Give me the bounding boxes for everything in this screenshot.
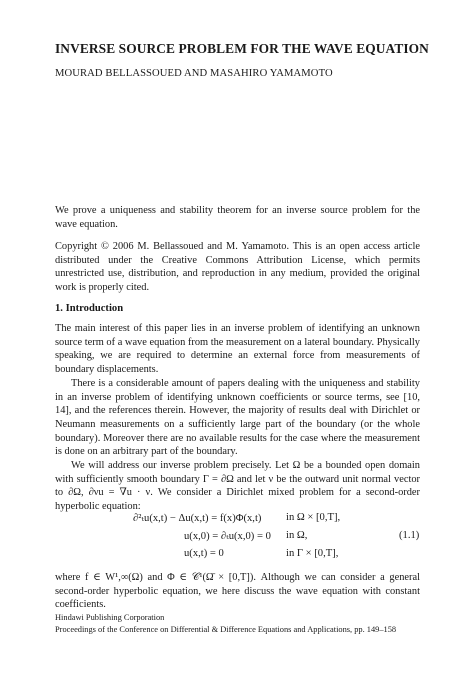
section-heading: 1. Introduction xyxy=(55,303,124,314)
equation-line-2-lhs: u(x,0) = ∂ₜu(x,0) = 0 xyxy=(184,531,271,542)
equation-line-2-rhs: in Ω, xyxy=(286,530,308,541)
footer-publisher: Hindawi Publishing Corporation xyxy=(55,613,165,622)
equation-line-3-rhs: in Γ × [0,T], xyxy=(286,548,339,559)
paper-title: INVERSE SOURCE PROBLEM FOR THE WAVE EQUATION xyxy=(55,41,429,56)
introduction-body xyxy=(55,322,420,514)
paper-authors: MOURAD BELLASSOUED AND MASAHIRO YAMAMOTO xyxy=(55,68,333,79)
paragraph-1: The main interest of this paper lies in an inverse problem of identifying an unknown source term of a wave equation from the measurement on a lateral boundary. Physically speaking, we are required to determine an external force from measurements of boundary displacements. xyxy=(55,323,420,376)
equation-line-3-lhs: u(x,t) = 0 xyxy=(184,548,224,559)
paragraph-3: We will address our inverse problem precisely. Let Ω be a bounded open domain with sufficiently smooth boundary Γ = ∂Ω and let ν be the outward unit normal vector to ∂Ω, ∂νu = ∇u · ν. We consider a Dirichlet mixed problem for a second-order hyperbolic equation: xyxy=(55,460,420,513)
copyright-notice: Copyright © 2006 M. Bellassoued and M. Yamamoto. This is an open access article distributed under the Creative Commons Attribution License, which permits unrestricted use, distribution, and reproduction in any medium, provided the original work is properly cited. xyxy=(55,241,420,294)
footer-proceedings: Proceedings of the Conference on Differential & Difference Equations and Applications, pp. 149–158 xyxy=(55,624,397,634)
abstract: We prove a uniqueness and stability theorem for an inverse source problem for the wave equation. xyxy=(55,205,420,230)
page-footer xyxy=(55,612,396,635)
post-equation-text: where f ∈ W¹,∞(Ω) and Φ ∈ 𝒞¹(Ω̄ × [0,T]). Although we can consider a general second-order hyperbolic equation, we here discuss the wave equation with constant coefficients. xyxy=(55,572,420,611)
equation-line-1-lhs: ∂²ₜu(x,t) − Δu(x,t) = f(x)Φ(x,t) xyxy=(133,513,262,524)
paragraph-2: There is a considerable amount of papers dealing with the uniqueness and stability in an inverse problem of identifying unknown coefficients or source terms, see [10, 14], and the references therein. However, the majority of results deal with Dirichlet or Neumann measurements on a sufficiently large part of the boundary (or the whole boundary). Moreover there are no available results for the case where the measurement is done on an arbitrary part of the boundary. xyxy=(55,377,420,458)
equation-line-1-rhs: in Ω × [0,T], xyxy=(286,512,341,523)
equation-number: (1.1) xyxy=(399,530,420,541)
